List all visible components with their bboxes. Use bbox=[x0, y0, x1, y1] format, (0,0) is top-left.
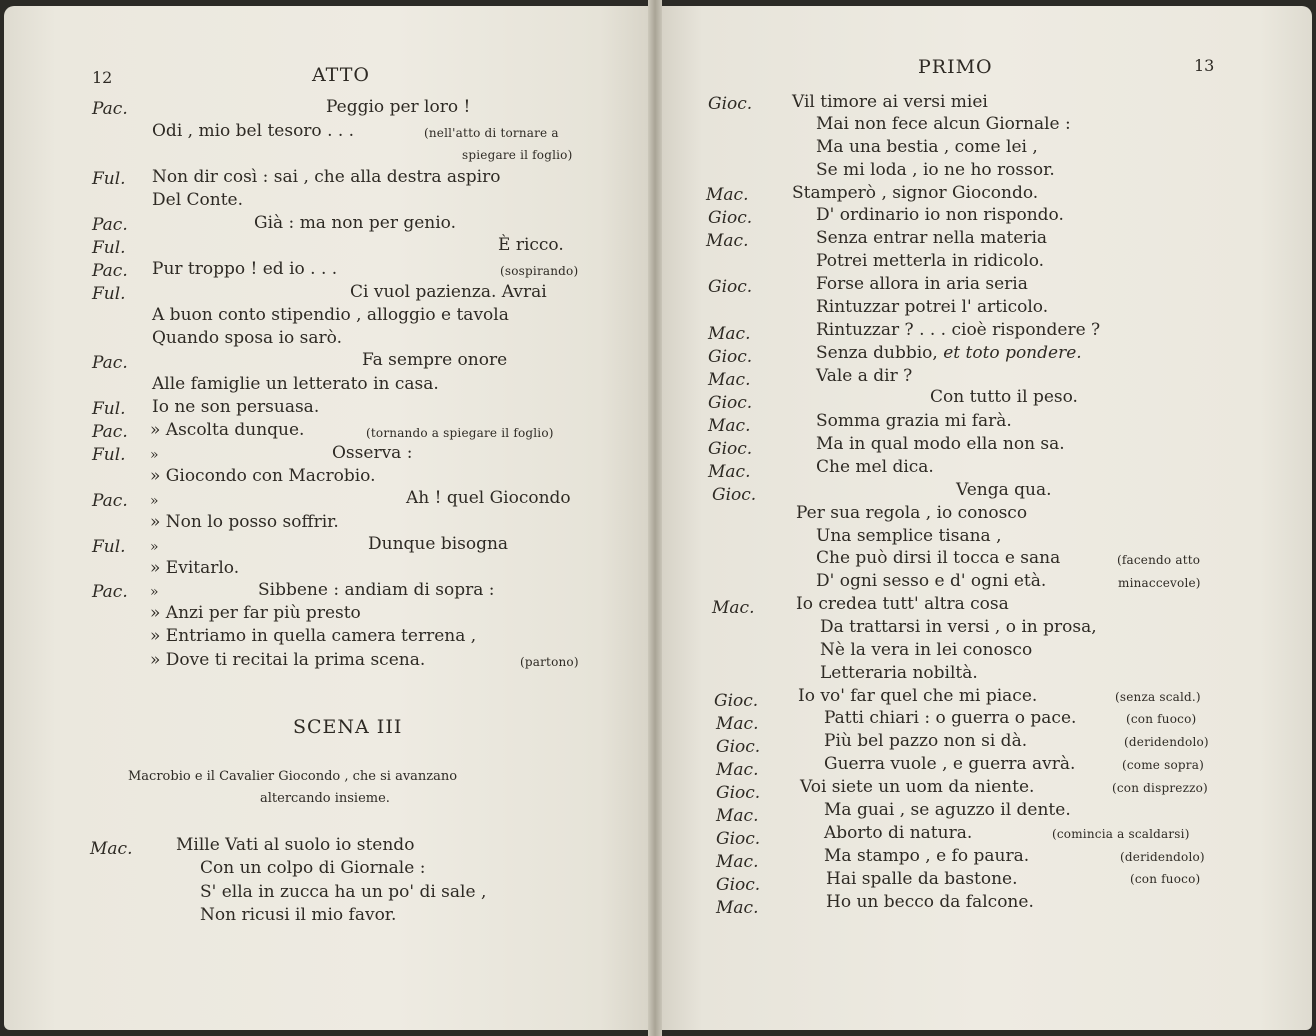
stage-direction: (come sopra) bbox=[1122, 758, 1204, 772]
verse-line: D' ordinario io non rispondo. bbox=[816, 205, 1064, 225]
verse-line: Già : ma non per genio. bbox=[254, 213, 457, 233]
verse-line: Peggio per loro ! bbox=[326, 97, 471, 117]
verse-line: » Evitarlo. bbox=[150, 558, 240, 578]
quote-mark: » bbox=[150, 539, 159, 555]
verse-line: Con tutto il peso. bbox=[930, 387, 1078, 407]
verse-line: » Anzi per far più presto bbox=[150, 603, 361, 623]
quote-mark: » bbox=[150, 447, 159, 463]
speaker-label: Gioc. bbox=[708, 347, 753, 367]
verse-line: Dunque bisogna bbox=[368, 534, 509, 554]
verse-line: Da trattarsi in versi , o in prosa, bbox=[820, 617, 1097, 637]
speaker-label: Pac. bbox=[92, 99, 128, 119]
page-number-left: 12 bbox=[92, 68, 113, 87]
speaker-label: Pac. bbox=[92, 422, 128, 442]
verse-line: Ho un becco da falcone. bbox=[826, 892, 1034, 912]
stage-direction: (nell'atto di tornare a bbox=[424, 126, 559, 140]
verse-line: Somma grazia mi farà. bbox=[816, 411, 1012, 431]
verse-line: A buon conto stipendio , alloggio e tavola bbox=[152, 305, 509, 325]
verse-line: Guerra vuole , e guerra avrà. bbox=[824, 754, 1076, 774]
speaker-label: Ful. bbox=[92, 399, 126, 419]
stage-direction: (comincia a scaldarsi) bbox=[1052, 827, 1190, 841]
verse-line: » Ascolta dunque. bbox=[150, 420, 305, 440]
scene-description: Macrobio e il Cavalier Giocondo , che si avanzano bbox=[128, 769, 458, 784]
verse-text: Senza dubbio, bbox=[816, 343, 938, 363]
verse-line: Ci vuol pazienza. Avrai bbox=[350, 282, 547, 302]
speaker-label: Ful. bbox=[92, 537, 126, 557]
verse-line: Stamperò , signor Giocondo. bbox=[792, 183, 1039, 203]
stage-direction: (deridendolo) bbox=[1124, 735, 1209, 749]
verse-line: Forse allora in aria seria bbox=[816, 274, 1028, 294]
stage-direction: spiegare il foglio) bbox=[462, 148, 573, 162]
verse-line: Ma una bestia , come lei , bbox=[816, 137, 1038, 157]
stage-direction: (facendo atto bbox=[1117, 553, 1201, 567]
verse-line: Aborto di natura. bbox=[824, 823, 973, 843]
stage-direction: minaccevole) bbox=[1118, 576, 1201, 590]
speaker-label: Gioc. bbox=[708, 277, 753, 297]
verse-line: Pur troppo ! ed io . . . bbox=[152, 259, 338, 279]
speaker-label: Gioc. bbox=[714, 691, 759, 711]
stage-direction: (con fuoco) bbox=[1126, 712, 1197, 726]
verse-line: Odi , mio bel tesoro . . . bbox=[152, 121, 355, 141]
stage-direction: (con fuoco) bbox=[1130, 872, 1201, 886]
speaker-label: Gioc. bbox=[716, 783, 761, 803]
speaker-label: Mac. bbox=[706, 231, 749, 251]
verse-line: Del Conte. bbox=[152, 190, 244, 210]
speaker-label: Ful. bbox=[92, 238, 126, 258]
running-head-left: ATTO bbox=[312, 64, 370, 86]
verse-line: Quando sposa io sarò. bbox=[152, 328, 342, 348]
aria-line: Con un colpo di Giornale : bbox=[200, 858, 426, 878]
quote-mark: » bbox=[150, 584, 159, 600]
running-head-right: PRIMO bbox=[918, 56, 993, 78]
verse-line: Patti chiari : o guerra o pace. bbox=[824, 708, 1077, 728]
verse-line: D' ogni sesso e d' ogni età. bbox=[816, 571, 1047, 591]
speaker-label: Pac. bbox=[92, 215, 128, 235]
speaker-label: Gioc. bbox=[716, 737, 761, 757]
verse-line: Per sua regola , io conosco bbox=[796, 503, 1028, 523]
verse-line: Che può dirsi il tocca e sana bbox=[816, 548, 1061, 568]
speaker-label: Mac. bbox=[712, 598, 755, 618]
stage-direction: (deridendolo) bbox=[1120, 850, 1205, 864]
speaker-label: Mac. bbox=[708, 324, 751, 344]
stage-direction: (con disprezzo) bbox=[1112, 781, 1208, 795]
scene-title: SCENA III bbox=[293, 716, 403, 738]
speaker-label: Mac. bbox=[716, 714, 759, 734]
speaker-label: Gioc. bbox=[716, 875, 761, 895]
verse-line: » Entriamo in quella camera terrena , bbox=[150, 626, 477, 646]
quote-mark: » bbox=[150, 493, 159, 509]
verse-line: Una semplice tisana , bbox=[816, 526, 1002, 546]
page-number-right: 13 bbox=[1194, 56, 1215, 75]
verse-line: Alle famiglie un letterato in casa. bbox=[152, 374, 439, 394]
speaker-label: Gioc. bbox=[708, 208, 753, 228]
verse-line: Ma in qual modo ella non sa. bbox=[816, 434, 1065, 454]
stage-direction: (tornando a spiegare il foglio) bbox=[366, 426, 554, 440]
verse-line: » Giocondo con Macrobio. bbox=[150, 466, 376, 486]
scene-description: altercando insieme. bbox=[260, 791, 390, 806]
verse-line: Io credea tutt' altra cosa bbox=[796, 594, 1009, 614]
speaker-label: Mac. bbox=[716, 806, 759, 826]
verse-line: Io ne son persuasa. bbox=[152, 397, 320, 417]
verse-line: Se mi loda , io ne ho rossor. bbox=[816, 160, 1055, 180]
speaker-label: Pac. bbox=[92, 491, 128, 511]
speaker-label: Mac. bbox=[708, 416, 751, 436]
verse-line: » Dove ti recitai la prima scena. bbox=[150, 650, 426, 670]
stage-direction: (partono) bbox=[520, 655, 579, 669]
speaker-label: Ful. bbox=[92, 284, 126, 304]
book-gutter bbox=[648, 0, 662, 1036]
verse-line bbox=[816, 343, 1082, 363]
aria-line: Mille Vati al suolo io stendo bbox=[176, 835, 415, 855]
speaker-label: Mac. bbox=[708, 462, 751, 482]
verse-line: Senza entrar nella materia bbox=[816, 228, 1048, 248]
latin-phrase: et toto pondere. bbox=[943, 343, 1082, 363]
stage-direction: (senza scald.) bbox=[1115, 690, 1201, 704]
speaker-label: Pac. bbox=[92, 261, 128, 281]
speaker-label: Mac. bbox=[716, 852, 759, 872]
speaker-label: Gioc. bbox=[708, 94, 753, 114]
speaker-label: Pac. bbox=[92, 353, 128, 373]
speaker-label: Gioc. bbox=[712, 485, 757, 505]
speaker-label: Mac. bbox=[716, 898, 759, 918]
verse-line: Hai spalle da bastone. bbox=[826, 869, 1018, 889]
verse-line: Vale a dir ? bbox=[816, 366, 913, 386]
verse-line: Non dir così : sai , che alla destra aspiro bbox=[152, 167, 501, 187]
verse-line: Potrei metterla in ridicolo. bbox=[816, 251, 1045, 271]
verse-line: Letteraria nobiltà. bbox=[820, 663, 978, 683]
aria-line: S' ella in zucca ha un po' di sale , bbox=[200, 882, 487, 902]
speaker-label: Gioc. bbox=[708, 439, 753, 459]
speaker-label: Ful. bbox=[92, 169, 126, 189]
verse-line: Vil timore ai versi miei bbox=[792, 92, 988, 112]
verse-line: Voi siete un uom da niente. bbox=[800, 777, 1035, 797]
verse-line: Che mel dica. bbox=[816, 457, 934, 477]
verse-line: Io vo' far quel che mi piace. bbox=[798, 686, 1038, 706]
speaker-label: Pac. bbox=[92, 582, 128, 602]
verse-line: Ma stampo , e fo paura. bbox=[824, 846, 1030, 866]
verse-line: Ah ! quel Giocondo bbox=[406, 488, 571, 508]
verse-line: Venga qua. bbox=[956, 480, 1052, 500]
aria-line: Non ricusi il mio favor. bbox=[200, 905, 397, 925]
verse-line: Ma guai , se aguzzo il dente. bbox=[824, 800, 1071, 820]
stage-direction: (sospirando) bbox=[500, 264, 579, 278]
verse-line: Fa sempre onore bbox=[362, 350, 508, 370]
verse-line: Mai non fece alcun Giornale : bbox=[816, 114, 1071, 134]
verse-line: Sibbene : andiam di sopra : bbox=[258, 580, 495, 600]
speaker-label: Mac. bbox=[90, 839, 133, 859]
verse-line: » Non lo posso soffrir. bbox=[150, 512, 339, 532]
verse-line: Rintuzzar ? . . . cioè rispondere ? bbox=[816, 320, 1101, 340]
speaker-label: Mac. bbox=[706, 185, 749, 205]
verse-line: Osserva : bbox=[332, 443, 413, 463]
verse-line: È ricco. bbox=[498, 235, 564, 255]
verse-line: Nè la vera in lei conosco bbox=[820, 640, 1033, 660]
verse-line: Più bel pazzo non si dà. bbox=[824, 731, 1028, 751]
speaker-label: Ful. bbox=[92, 445, 126, 465]
speaker-label: Gioc. bbox=[716, 829, 761, 849]
speaker-label: Mac. bbox=[708, 370, 751, 390]
verse-line: Rintuzzar potrei l' articolo. bbox=[816, 297, 1049, 317]
speaker-label: Mac. bbox=[716, 760, 759, 780]
speaker-label: Gioc. bbox=[708, 393, 753, 413]
